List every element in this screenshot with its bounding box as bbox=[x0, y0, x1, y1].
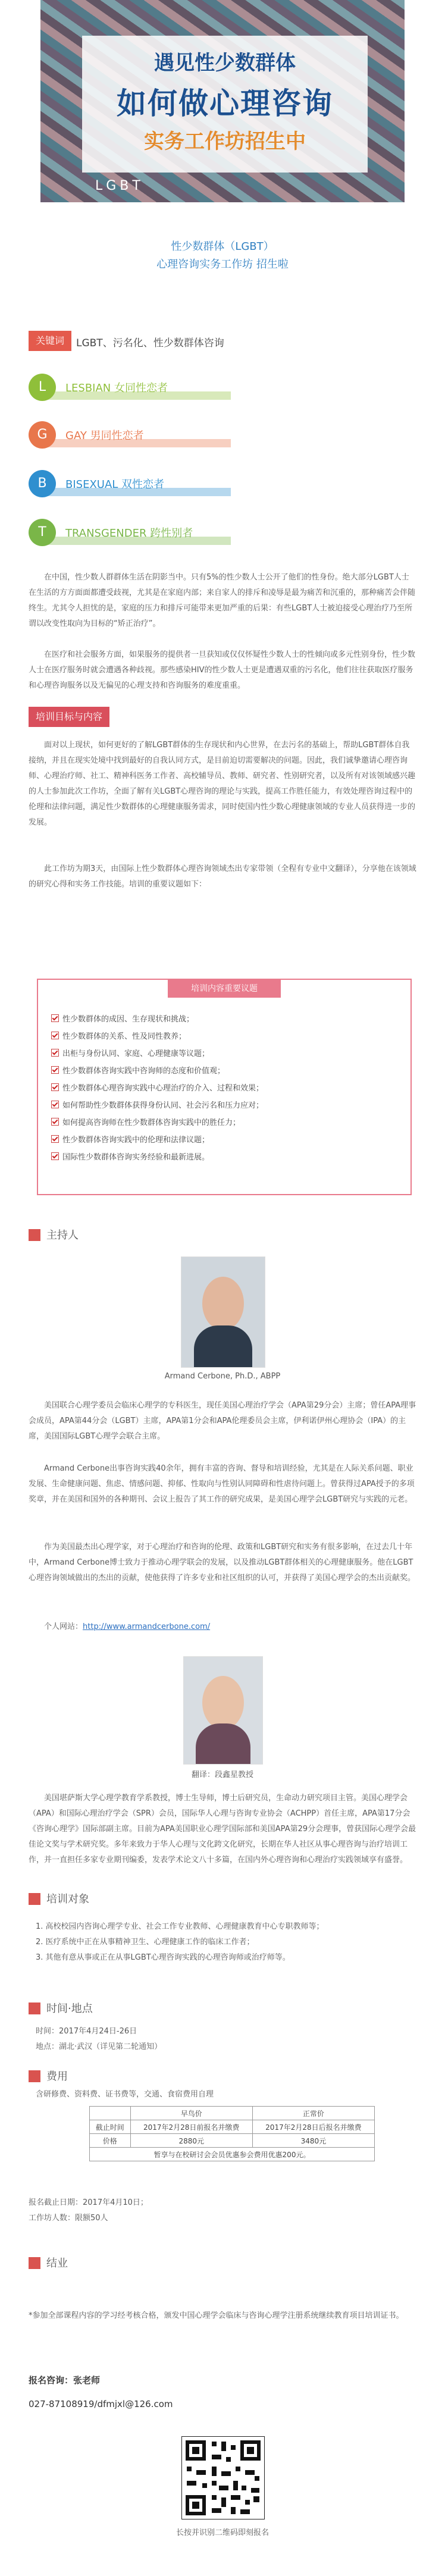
category-lesbian bbox=[29, 374, 409, 401]
presenter-photo bbox=[181, 1256, 265, 1368]
check-icon bbox=[51, 1135, 59, 1143]
presenter-website: 个人网站：http://www.armandcerbone.com/ bbox=[44, 1622, 211, 1631]
fee-description: 含研修费、资料费、证书费等，交通、食宿费用自理 bbox=[36, 2090, 214, 2099]
keywords-text: LGBT、污名化、性少数群体咨询 bbox=[76, 337, 224, 349]
topics-heading: 培训内容重要议题 bbox=[168, 980, 281, 998]
check-icon bbox=[51, 1083, 59, 1091]
list-item: 如何提高咨询师在性少数群体咨询实践中的胜任力； bbox=[51, 1114, 402, 1132]
goals-paragraph-1: 面对以上现状，如何更好的了解LGBT群体的生存现状和内心世界，在去污名的基础上，帮助LGBT群体自我接纳，并且在现实处境中找到最好的自我认同方式，是目前迫切需要解决的问题。因此，我们诚挚邀请心理咨询师、心理治疗师、社工、精神科医务工作者、高校辅导员、教师、研究者、性别研究者，以及所有对该领域感兴趣的人士参加此次工作坊，全面了解有关LGBT心理咨询的理论与实践，提高工作胜任能力，有效处理咨询过程中的伦理和法律问题，满足性少数群体的心理健康服务需求，同时使国内性少数心理健康领域的专业人员获得进一步的发展。 bbox=[29, 741, 416, 827]
check-icon bbox=[51, 1118, 59, 1126]
table-row: 早鸟价 正常价 bbox=[90, 2107, 375, 2120]
translator-photo bbox=[183, 1656, 263, 1765]
category-letter: B bbox=[29, 470, 56, 497]
presenter-heading: 主持人 bbox=[29, 1227, 79, 1242]
page-title bbox=[0, 238, 445, 274]
hero-line-2: 如何做心理咨询 bbox=[117, 86, 333, 121]
list-item: 1. 高校校园内咨询心理学专业、社会工作专业教师、心理健康教育中心专职教师等； bbox=[36, 1922, 324, 1931]
category-bisexual bbox=[29, 470, 409, 497]
time-place: 地点：湖北·武汉（详见第二轮通知） bbox=[36, 2042, 162, 2051]
goals-paragraph-2: 此工作坊为期3天，由国际上性少数群体心理咨询领域杰出专家带领（全程有专业中文翻译），分享他在该领域的研究心得和实务工作技能。培训的重要议题如下： bbox=[29, 864, 416, 889]
person-icon bbox=[29, 1229, 40, 1241]
qr-caption: 长按并识别二维码即刻报名 bbox=[176, 2528, 269, 2537]
category-transgender bbox=[29, 519, 409, 546]
clock-icon bbox=[29, 2002, 40, 2014]
list-item: 2. 医疗系统中正在从事精神卫生、心理健康工作的临床工作者； bbox=[36, 1938, 255, 1947]
category-letter: T bbox=[29, 519, 56, 546]
qr-code[interactable] bbox=[181, 2436, 265, 2519]
closing-heading: 结业 bbox=[29, 2255, 68, 2270]
closing-text: *参加全部课程内容的学习经考核合格，颁发中国心理学会临床与咨询心理学注册系统继续教育项目培训证书。 bbox=[29, 2311, 404, 2320]
topics-list bbox=[51, 1011, 402, 1166]
time-details bbox=[36, 2024, 416, 2055]
money-icon bbox=[29, 2070, 40, 2082]
category-label: LESBIAN 女同性恋者 bbox=[65, 382, 168, 394]
check-icon bbox=[51, 1032, 59, 1039]
goals-tag: 培训目标与内容 bbox=[29, 707, 109, 727]
contact-info[interactable]: 027-87108919/dfmjxl@126.com bbox=[29, 2399, 173, 2409]
check-icon bbox=[51, 1152, 59, 1160]
category-label: GAY 男同性恋者 bbox=[65, 430, 144, 442]
qr-code-icon bbox=[182, 2437, 264, 2519]
topics-box bbox=[37, 979, 412, 1195]
keywords-tag: 关键词 bbox=[29, 331, 71, 351]
list-item: 性少数群体咨询实践中的伦理和法律议题； bbox=[51, 1132, 402, 1149]
list-item: 3. 其他有意从事或正在从事LGBT心理咨询实践的心理咨询师或治疗师等。 bbox=[36, 1953, 290, 1962]
deadline-info bbox=[29, 2195, 409, 2226]
check-icon bbox=[51, 1049, 59, 1057]
suit-shape bbox=[194, 1325, 252, 1367]
hero-line-1: 遇见性少数群体 bbox=[154, 51, 296, 75]
intro-paragraph-1: 在中国，性少数人群群体生活在阴影当中。只有5%的性少数人士公开了他们的性身份。绝大部分LGBT人士在生活的方方面面都遭受歧视，尤其是在家庭内部；来自家人的排斥和凌辱是最为痛苦和沉重的，那种痛苦会伴随终生。尤其令人担忧的是，家庭的压力和排斥可能带来更加严重的后果：有些LGBT人士被迫接受心理治疗乃至所谓以改变性取向为目标的“矫正治疗”。 bbox=[29, 573, 416, 628]
list-item: 性少数群体的关系、性及同性教养； bbox=[51, 1028, 402, 1045]
translator-name: 翻译：段鑫星教授 bbox=[191, 1770, 253, 1779]
website-link[interactable]: http://www.armandcerbone.com/ bbox=[83, 1622, 211, 1631]
table-row: 暂享与在校研讨会会员优惠参会费用优惠200元。 bbox=[90, 2148, 375, 2161]
deadline-date: 报名截止日期：2017年4月10日； bbox=[29, 2198, 148, 2207]
table-row: 截止时间 2017年2月28日前报名并缴费 2017年2月28日后报名并缴费 bbox=[90, 2120, 375, 2134]
title-line-1: 性少数群体（LGBT） bbox=[171, 240, 274, 253]
check-icon bbox=[51, 1066, 59, 1074]
certificate-icon bbox=[29, 2257, 40, 2269]
presenter-bio-3: 作为美国最杰出心理学家，对于心理治疗和咨询的伦理、政策和LGBT研究和实务有很多影响，在过去几十年中，Armand Cerbone博士致力于推动心理学联会的发展，以及推动LGBT群体相关的心理健康服务。他在LGBT心理咨询领域做出的杰出的贡献，使他获得了许多专业和社区组织的认可，并获得了美国心理学会的杰出贡献奖。 bbox=[29, 1543, 416, 1582]
fee-table bbox=[89, 2106, 375, 2161]
list-item: 性少数群体心理咨询实践中心理治疗的介入、过程和效果； bbox=[51, 1080, 402, 1097]
audience-heading: 培训对象 bbox=[29, 1891, 89, 1906]
hero-text-panel bbox=[82, 36, 368, 173]
category-letter: G bbox=[29, 421, 56, 449]
time-heading: 时间·地点 bbox=[29, 2000, 93, 2016]
section-icon bbox=[29, 1893, 40, 1905]
category-gay bbox=[29, 421, 409, 449]
check-icon bbox=[51, 1101, 59, 1108]
check-icon bbox=[51, 1014, 59, 1022]
translator-bio: 美国堪萨斯大学心理学教育学系教授，博士生导师，博士后研究员，生命动力研究项目主管。美国心理学会（APA）和国际心理治疗学会（SPR）会员，国际华人心理与咨询专业协会（ACHPP）首任主席，APA第17分会《咨询心理学》国际部副主席。目前为APA美国职业心理学国际部和美国APA第29分会理事，曾获国际心理学会最佳论文奖与学术研究奖。多年来致力于华人心理与文化跨文化研究，长期在华人社区从事心理咨询与治疗培训工作，并一直担任多家专业期刊编委，发表学术论文八十多篇，在国内外心理咨询和心理治疗实践领域享有盛誉。 bbox=[29, 1794, 416, 1864]
category-letter: L bbox=[29, 374, 56, 401]
intro-paragraph-2: 在医疗和社会服务方面，如果服务的提供者一旦获知或仅仅怀疑性少数人士的性倾向或多元性别身份，性少数人士在医疗服务时就会遭遇各种歧视。那些感染HIV的性少数人士更是遭遇双重的污名化，他们往往获取医疗服务和心理咨询服务以及无偏见的心理支持和咨询服务的难度重重。 bbox=[29, 650, 416, 690]
category-label: TRANSGENDER 跨性别者 bbox=[65, 527, 193, 540]
list-item: 如何帮助性少数群体获得身份认同、社会污名和压力应对； bbox=[51, 1097, 402, 1114]
fee-heading: 费用 bbox=[29, 2068, 68, 2083]
deadline-capacity: 工作坊人数：限额50人 bbox=[29, 2214, 108, 2223]
title-line-2: 心理咨询实务工作坊 招生啦 bbox=[156, 258, 289, 271]
table-row: 价格 2880元 3480元 bbox=[90, 2134, 375, 2148]
hero-line-3: 实务工作坊招生中 bbox=[144, 130, 306, 153]
hero-lgbt-label: LGBT bbox=[95, 178, 144, 193]
audience-list bbox=[36, 1919, 416, 1966]
list-item: 性少数群体咨询实践中咨询师的态度和价值观； bbox=[51, 1063, 402, 1080]
hero-banner bbox=[40, 0, 405, 202]
time-date: 时间：2017年4月24日-26日 bbox=[36, 2027, 137, 2036]
presenter-bio-2: Armand Cerbone出事咨询实践40余年，拥有丰富的咨询、督导和培训经验，尤其是在人际关系问题、职业发展、生命健康问题、焦虑、情感问题、抑郁、性取向与性别认同障碍和性虐待问题上。曾获得过APA授予的多项奖章，并在美国和国外的各种期刊、会议上报告了其工作的研究成果，是美国心理学会LGBT研究与实践的元老。 bbox=[29, 1464, 415, 1504]
suit-shape bbox=[196, 1723, 250, 1764]
list-item: 出柜与身份认同、家庭、心理健康等议题； bbox=[51, 1045, 402, 1063]
presenter-name: Armand Cerbone, Ph.D., ABPP bbox=[164, 1372, 281, 1381]
list-item: 性少数群体的成因、生存现状和挑战； bbox=[51, 1011, 402, 1028]
list-item: 国际性少数群体咨询实务经验和最新进展。 bbox=[51, 1149, 402, 1166]
face-shape bbox=[202, 1676, 244, 1729]
presenter-bio-1: 美国联合心理学委员会临床心理学的专科医生，现任美国心理治疗学会（APA第29分会）主席；曾任APA理事会成员，APA第44分会（LGBT）主席，APA第1分会和APA伦理委员会主席，伊利诺伊州心理协会（IPA）的主席，美国国际LGBT心理学会联合主席。 bbox=[29, 1401, 416, 1441]
contact-label: 报名咨询：张老师 bbox=[29, 2375, 101, 2386]
category-label: BISEXUAL 双性恋者 bbox=[65, 478, 165, 491]
face-shape bbox=[202, 1277, 244, 1330]
